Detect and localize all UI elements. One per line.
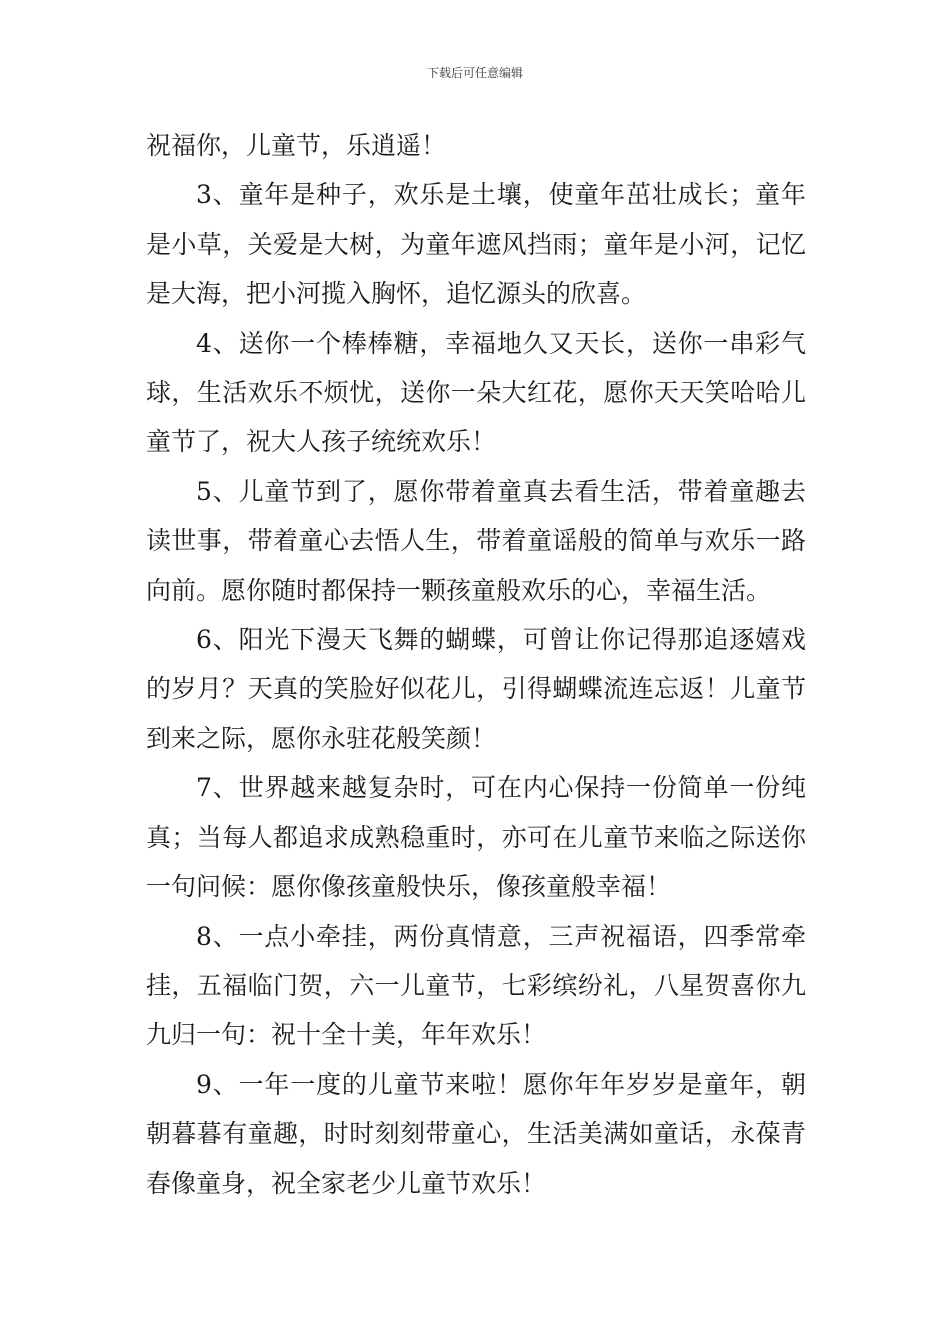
paragraph-item-9: 9、一年一度的儿童节来啦！愿你年年岁岁是童年，朝朝暮暮有童趣，时时刻刻带童心，生活美满如童话，永葆青春像童身，祝全家老少儿童节欢乐！ <box>146 1069 806 1198</box>
paragraph-item-3: 3、童年是种子，欢乐是土壤，使童年茁壮成长；童年是小草，关爱是大树，为童年遮风挡雨；童年是小河，记忆是大海，把小河揽入胸怀，追忆源头的欣喜。 <box>146 180 806 309</box>
page-header: 下载后可任意编辑 <box>426 66 523 80</box>
paragraph-continuation: 祝福你，儿童节，乐逍遥！ <box>146 131 447 160</box>
paragraph-item-6: 6、阳光下漫天飞舞的蝴蝶，可曾让你记得那追逐嬉戏的岁月？天真的笑脸好似花儿，引得蝴蝶流连忘返！儿童节到来之际，愿你永驻花般笑颜！ <box>146 625 806 753</box>
paragraph-item-8: 8、一点小牵挂，两份真情意，三声祝福语，四季常牵挂，五福临门贺，六一儿童节，七彩缤纷礼，八星贺喜你九九归一句：祝十全十美，年年欢乐！ <box>146 921 806 1050</box>
document-body <box>146 121 806 1208</box>
paragraph-item-5: 5、儿童节到了，愿你带着童真去看生活，带着童趣去读世事，带着童心去悟人生，带着童谣般的简单与欢乐一路向前。愿你随时都保持一颗孩童般欢乐的心，幸福生活。 <box>146 476 806 605</box>
paragraph-item-7: 7、世界越来越复杂时，可在内心保持一份简单一份纯真；当每人都追求成熟稳重时，亦可在儿童节来临之际送你一句问候：愿你像孩童般快乐，像孩童般幸福！ <box>146 773 806 902</box>
paragraph-item-4: 4、送你一个棒棒糖，幸福地久又天长，送你一串彩气球，生活欢乐不烦忧，送你一朵大红花，愿你天天笑哈哈儿童节了，祝大人孩子统统欢乐！ <box>146 328 806 457</box>
